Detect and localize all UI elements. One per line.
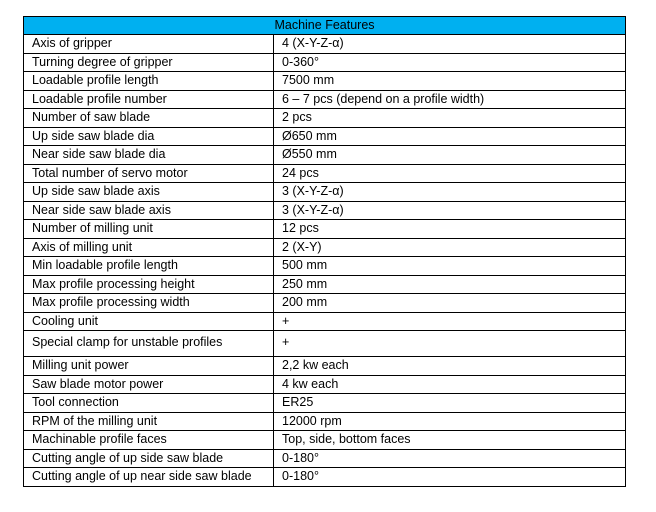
feature-value: + (274, 331, 626, 357)
feature-label: Up side saw blade axis (24, 183, 274, 202)
feature-label: Special clamp for unstable profiles (24, 331, 274, 357)
feature-value: Ø650 mm (274, 127, 626, 146)
feature-value: 2 pcs (274, 109, 626, 128)
feature-label: Loadable profile length (24, 72, 274, 91)
table-row (24, 72, 626, 91)
table-row (24, 164, 626, 183)
table-row (24, 220, 626, 239)
table-row (24, 331, 626, 357)
feature-value: 4 (X-Y-Z-α) (274, 35, 626, 54)
feature-label: Number of saw blade (24, 109, 274, 128)
table-header-row (24, 17, 626, 35)
feature-value: 0-360° (274, 53, 626, 72)
table-row (24, 53, 626, 72)
table-row (24, 394, 626, 413)
feature-label: Loadable profile number (24, 90, 274, 109)
feature-value: 3 (X-Y-Z-α) (274, 183, 626, 202)
feature-label: Saw blade motor power (24, 375, 274, 394)
table-row (24, 294, 626, 313)
feature-value: 24 pcs (274, 164, 626, 183)
table-row (24, 238, 626, 257)
table-row (24, 90, 626, 109)
table-row (24, 146, 626, 165)
feature-label: Milling unit power (24, 357, 274, 376)
feature-value: 0-180° (274, 468, 626, 487)
feature-label: Axis of milling unit (24, 238, 274, 257)
table-row (24, 312, 626, 331)
table-row (24, 431, 626, 450)
feature-value: 500 mm (274, 257, 626, 276)
feature-label: Cutting angle of up near side saw blade (24, 468, 274, 487)
feature-value: 12 pcs (274, 220, 626, 239)
feature-label: Min loadable profile length (24, 257, 274, 276)
feature-value: 7500 mm (274, 72, 626, 91)
feature-value: 250 mm (274, 275, 626, 294)
feature-value: 200 mm (274, 294, 626, 313)
feature-label: Near side saw blade axis (24, 201, 274, 220)
feature-value: 2 (X-Y) (274, 238, 626, 257)
machine-features-table (23, 16, 626, 487)
table-title: Machine Features (24, 17, 626, 35)
table-body (24, 17, 626, 487)
table-row (24, 257, 626, 276)
table-row (24, 127, 626, 146)
feature-value: ER25 (274, 394, 626, 413)
table-row (24, 35, 626, 54)
feature-label: Axis of gripper (24, 35, 274, 54)
feature-label: Total number of servo motor (24, 164, 274, 183)
feature-label: Max profile processing height (24, 275, 274, 294)
feature-label: Near side saw blade dia (24, 146, 274, 165)
feature-value: 12000 rpm (274, 412, 626, 431)
feature-label: Turning degree of gripper (24, 53, 274, 72)
feature-value: Top, side, bottom faces (274, 431, 626, 450)
feature-value: Ø550 mm (274, 146, 626, 165)
table-row (24, 412, 626, 431)
feature-value: 0-180° (274, 449, 626, 468)
table-row (24, 183, 626, 202)
feature-value: 3 (X-Y-Z-α) (274, 201, 626, 220)
table-row (24, 201, 626, 220)
feature-value: 2,2 kw each (274, 357, 626, 376)
feature-value: 4 kw each (274, 375, 626, 394)
feature-label: Number of milling unit (24, 220, 274, 239)
feature-value: 6 – 7 pcs (depend on a profile width) (274, 90, 626, 109)
feature-value: + (274, 312, 626, 331)
table-row (24, 449, 626, 468)
feature-label: Cooling unit (24, 312, 274, 331)
table-row (24, 357, 626, 376)
table-row (24, 468, 626, 487)
feature-label: RPM of the milling unit (24, 412, 274, 431)
feature-label: Machinable profile faces (24, 431, 274, 450)
table-row (24, 275, 626, 294)
feature-label: Up side saw blade dia (24, 127, 274, 146)
feature-label: Cutting angle of up side saw blade (24, 449, 274, 468)
feature-label: Max profile processing width (24, 294, 274, 313)
table-row (24, 375, 626, 394)
table-row (24, 109, 626, 128)
feature-label: Tool connection (24, 394, 274, 413)
